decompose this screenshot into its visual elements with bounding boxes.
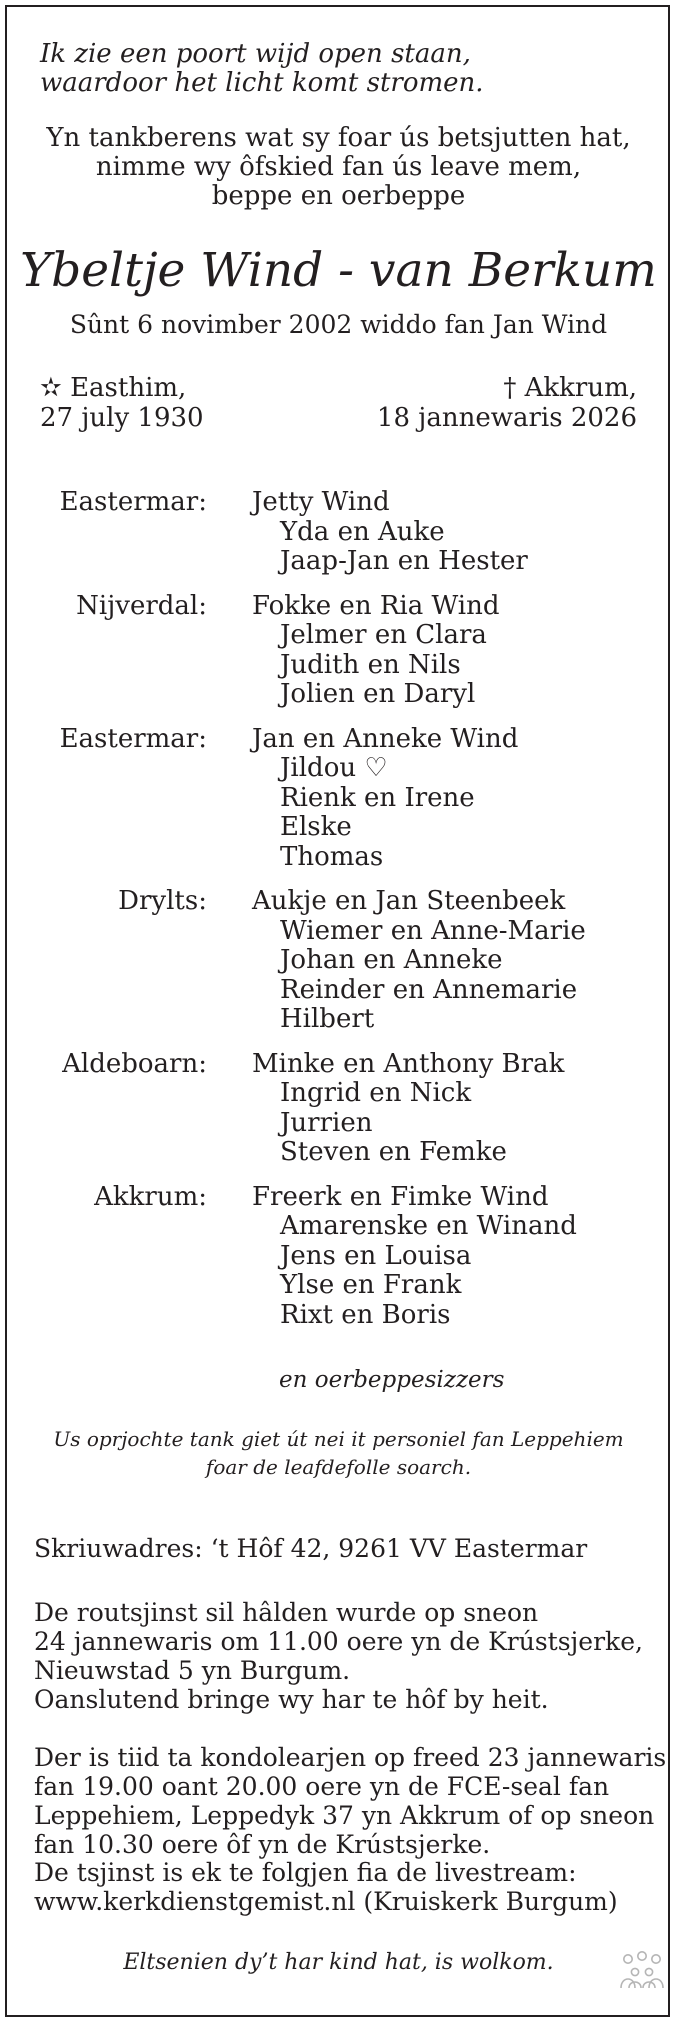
family-place: Drylts: — [118, 886, 207, 916]
family-members — [252, 1183, 677, 1331]
family-member: Steven en Femke — [280, 1137, 507, 1167]
intro-text — [0, 124, 677, 211]
family-member: Jan en Anneke Wind — [252, 723, 519, 754]
thanks-line: foar de leafdefolle soarch. — [205, 1455, 472, 1479]
family-group — [0, 725, 677, 873]
death-date: 18 jannewaris 2026 — [376, 403, 637, 433]
family-member: Jildou ♡ — [280, 753, 388, 783]
deceased-name: Ybeltje Wind - van Berkum — [20, 243, 657, 298]
family-place: Eastermar: — [59, 487, 207, 517]
family-member: Jaap-Jan en Hester — [280, 546, 528, 576]
intro-line: beppe en oerbeppe — [211, 181, 466, 211]
family-members — [252, 887, 677, 1035]
family-member: Reinder en Annemarie — [280, 974, 578, 1005]
condolence-line: Leppehiem, Leppedyk 37 yn Akkrum of op sneon — [34, 1801, 655, 1830]
death-cross-icon: † — [503, 373, 517, 403]
death-info — [377, 373, 637, 433]
family-place: Aldeboarn: — [62, 1048, 207, 1079]
family-group — [0, 488, 677, 577]
family-group — [0, 1050, 677, 1168]
family-member: Aukje en Jan Steenbeek — [252, 886, 566, 916]
birth-date: 27 july 1930 — [40, 403, 204, 433]
family-place: Nijverdal: — [76, 590, 207, 621]
family-member: Jens en Louisa — [280, 1240, 472, 1271]
family-members — [252, 592, 677, 710]
motto — [40, 40, 484, 98]
family-member: Jetty Wind — [252, 487, 390, 517]
thanks-line: Us oprjochte tank giet út nei it personiel fan Leppehiem — [53, 1427, 624, 1451]
family-place: Akkrum: — [94, 1181, 207, 1212]
thanks-text — [0, 1425, 677, 1481]
intro-line: nimme wy ôfskied fan ús leave mem, — [95, 152, 582, 182]
family-member: Jolien en Daryl — [280, 679, 476, 709]
family-group — [0, 887, 677, 1035]
livestream-line: De tsjinst is ek te folgjen fia de livestream: — [34, 1858, 577, 1887]
service-line: Oanslutend bringe wy har te hôf by heit. — [34, 1685, 549, 1714]
correspondence-address: Skriuwadres: ‘t Hôf 42, 9261 VV Eastermar — [34, 1534, 588, 1563]
intro-line: Yn tankberens wat sy foar ús betsjutten hat, — [46, 123, 631, 153]
family-group — [0, 1183, 677, 1331]
family-member: Ingrid en Nick — [280, 1078, 472, 1108]
family-members — [252, 488, 677, 577]
family-member: Rixt en Boris — [280, 1299, 451, 1330]
livestream-info — [34, 1858, 618, 1916]
family-list — [0, 488, 677, 1330]
family-member: Jelmer en Clara — [280, 620, 487, 650]
service-line: De routsjinst sil hâlden wurde op sneon — [34, 1598, 539, 1627]
livestream-line: www.kerkdienstgemist.nl (Kruiskerk Burgum) — [34, 1887, 618, 1916]
birth-star-icon: ✫ — [40, 373, 62, 403]
closing-text: Eltsenien dy’t har kind hat, is wolkom. — [123, 1950, 554, 1975]
condolence-line: Der is tiid ta kondolearjen op freed 23 jannewaris — [34, 1743, 667, 1772]
motto-line: Ik zie een poort wijd open staan, — [40, 39, 471, 69]
condolence-line: fan 10.30 oere ôf yn de Krústsjerke. — [34, 1830, 491, 1859]
family-member: Wiemer en Anne-Marie — [280, 915, 586, 946]
family-member: Judith en Nils — [280, 649, 461, 680]
family-member: Amarenske en Winand — [280, 1211, 577, 1241]
family-member: Jurrien — [280, 1107, 373, 1138]
widow-line: Sûnt 6 novimber 2002 widdo fan Jan Wind — [69, 310, 608, 339]
family-member: Minke en Anthony Brak — [252, 1048, 565, 1079]
family-people-icon — [618, 1950, 666, 1990]
family-members — [252, 1050, 677, 1168]
family-member: Thomas — [280, 841, 384, 872]
service-info — [34, 1598, 643, 1714]
service-line: Nieuwstad 5 yn Burgum. — [34, 1656, 351, 1685]
motto-line: waardoor het licht komt stromen. — [40, 68, 484, 98]
condolence-line: fan 19.00 oant 20.00 oere yn de FCE-seal fan — [34, 1772, 610, 1801]
birth-place: Easthim, — [70, 373, 187, 403]
family-member: Fokke en Ria Wind — [252, 590, 500, 621]
death-place: Akkrum, — [524, 373, 637, 403]
service-line: 24 jannewaris om 11.00 oere yn de Krústsjerke, — [34, 1627, 643, 1656]
family-member: Ylse en Frank — [280, 1270, 462, 1300]
family-members — [252, 725, 677, 873]
family-place: Eastermar: — [59, 723, 207, 754]
family-group — [0, 592, 677, 710]
family-member: Elske — [280, 812, 352, 842]
family-member: Hilbert — [280, 1004, 375, 1034]
family-member: Johan en Anneke — [280, 945, 503, 975]
great-grandchildren: en oerbeppesizzers — [279, 1367, 505, 1393]
family-member: Rienk en Irene — [280, 782, 475, 813]
birth-info — [40, 373, 204, 433]
family-member: Yda en Auke — [280, 516, 445, 547]
family-member: Freerk en Fimke Wind — [252, 1181, 549, 1212]
condolence-info — [34, 1743, 666, 1859]
